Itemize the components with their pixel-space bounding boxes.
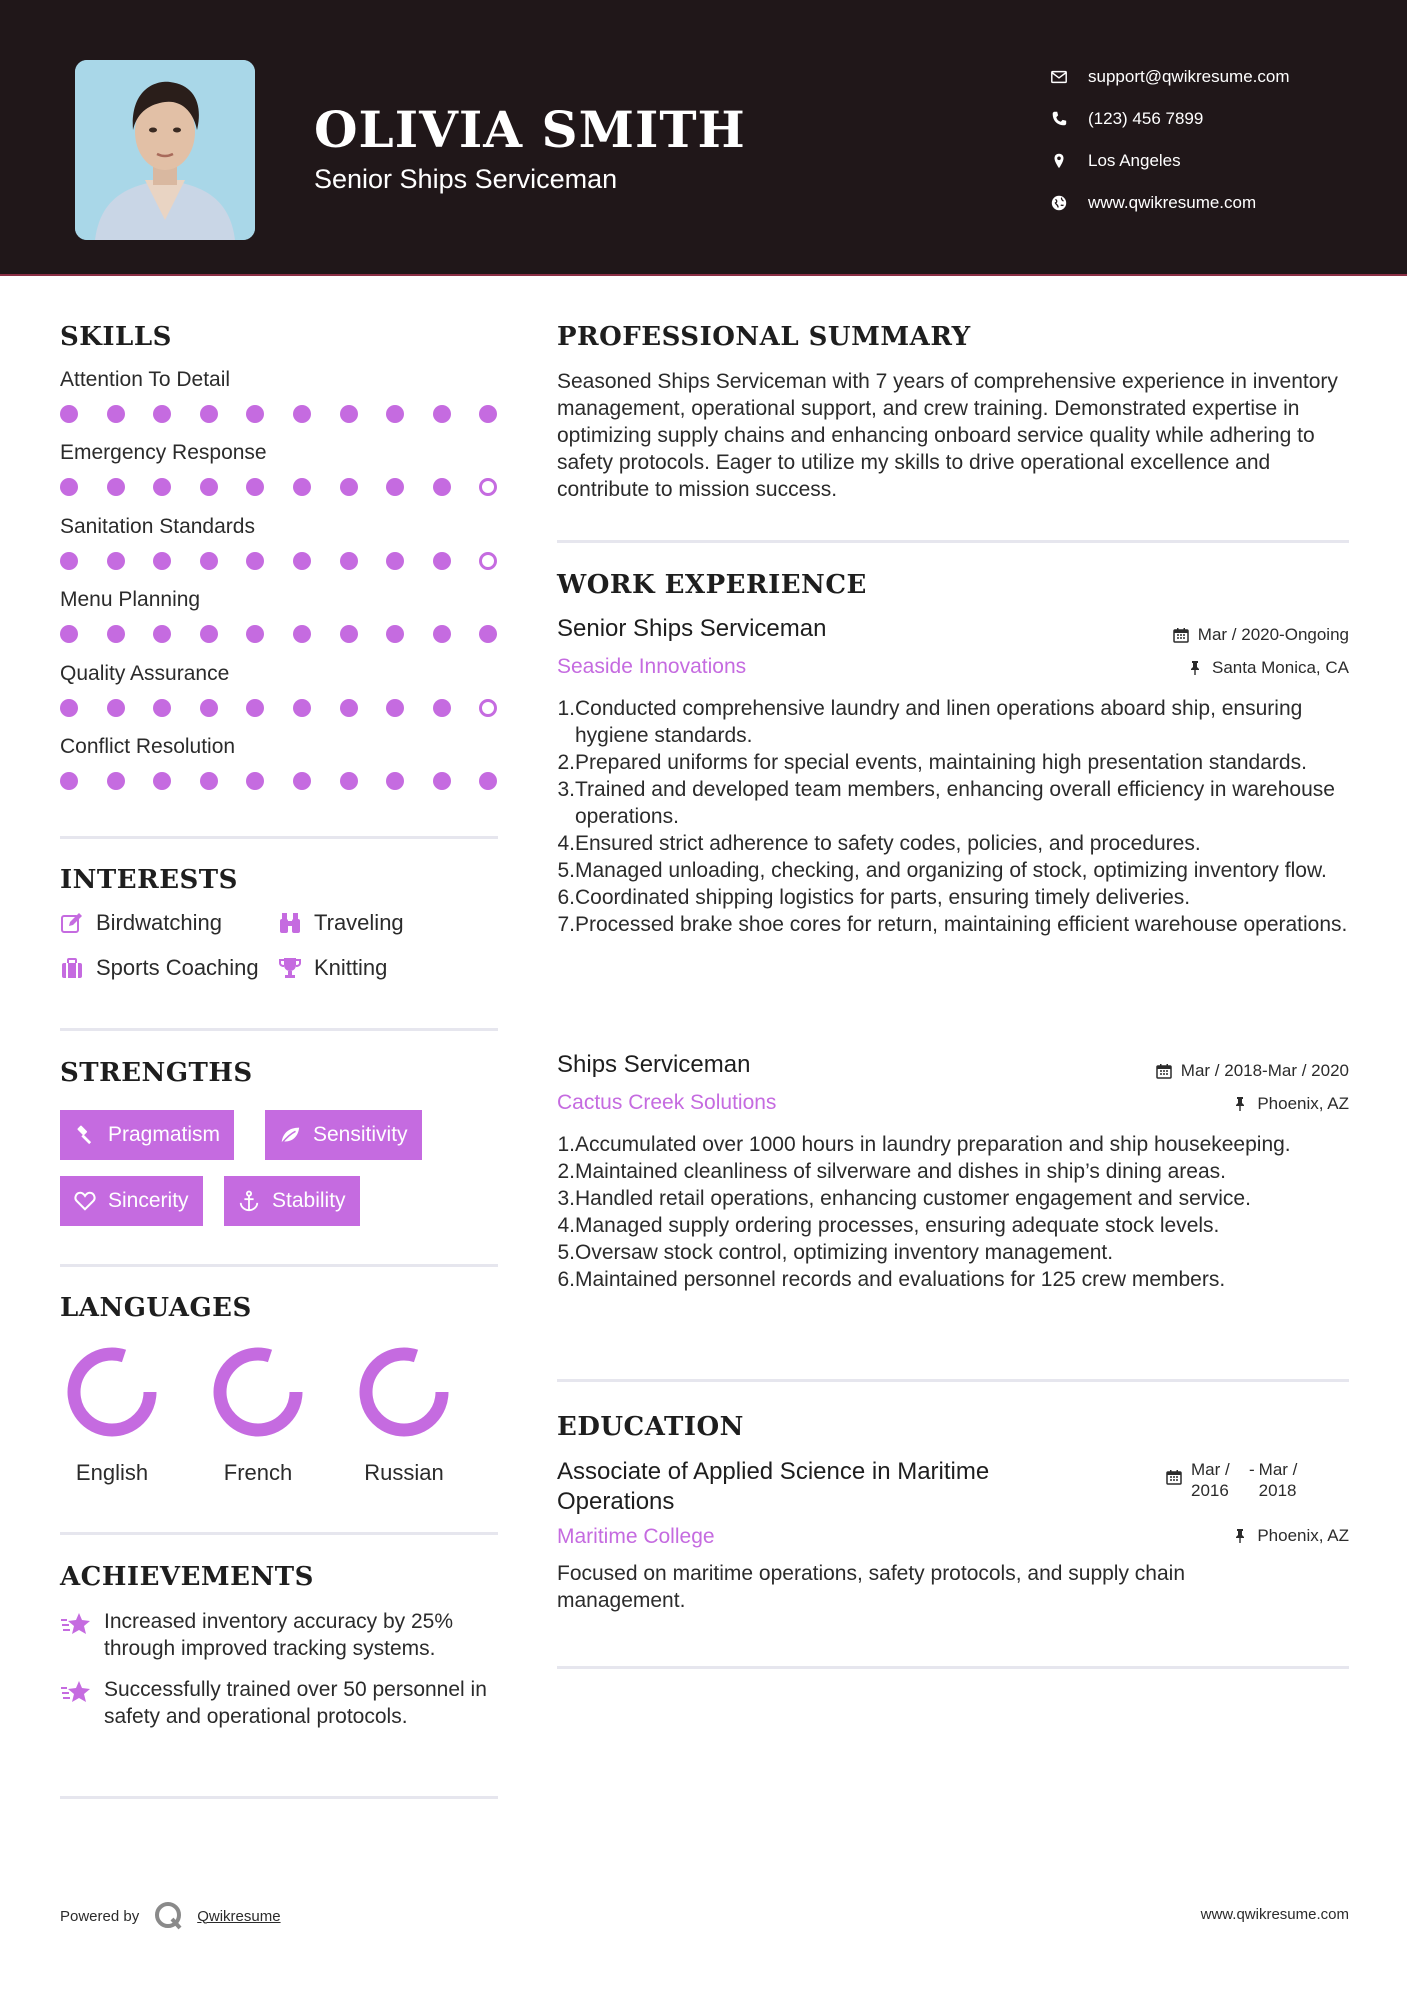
- interest-traveling: [278, 910, 404, 936]
- skill-rating: [60, 699, 498, 719]
- language-level-arc: [220, 1354, 296, 1430]
- contact-email[interactable]: [1050, 56, 1370, 98]
- divider-achievements: [60, 1796, 498, 1799]
- interests-heading: INTERESTS: [60, 865, 238, 895]
- rating-dot-empty: [479, 699, 497, 717]
- footer-website[interactable]: www.qwikresume.com: [1200, 1906, 1349, 1923]
- job-location: [1187, 658, 1349, 678]
- rating-dot-filled: [479, 772, 497, 790]
- interest-label: Sports Coaching: [96, 955, 259, 980]
- rating-dot-filled: [340, 552, 358, 570]
- job-dates-text: Mar / 2018-Mar / 2020: [1180, 1061, 1349, 1080]
- summary-text: Seasoned Ships Serviceman with 7 years of comprehensive experience in inventory management, operational support, and crew training. Demonstrated expertise in optimizing supply chains and enhancing onboard service quality while adhering to safety protocols. Eager to utilize my skills to drive operational excellence and contribute to mission success.: [557, 370, 1338, 501]
- language-level-arc: [74, 1354, 150, 1430]
- thumbtack-icon: [1187, 660, 1203, 676]
- skill-rating: [60, 552, 498, 572]
- rating-dot-filled: [246, 699, 264, 717]
- calendar-icon: [1166, 1469, 1182, 1485]
- rating-dot-filled: [107, 405, 125, 423]
- trophy-icon: [278, 956, 302, 980]
- duty-item: 2. Maintained cleanliness of silverware and dishes in ship’s dining areas.: [557, 1160, 1226, 1183]
- duty-item: 6. Maintained personnel records and evaluations for 125 crew members.: [557, 1268, 1226, 1291]
- shooting-star-icon: [60, 1610, 92, 1638]
- divider-interests: [60, 1028, 498, 1031]
- job-dates-text: Mar / 2020-Ongoing: [1197, 625, 1349, 644]
- rating-dot-filled: [200, 625, 218, 643]
- job-title: Senior Ships Serviceman: [557, 615, 827, 642]
- suitcase-icon: [60, 956, 84, 980]
- strength-label: Sincerity: [108, 1189, 189, 1212]
- achievement-text: Increased inventory accuracy by 25% through improved tracking systems.: [104, 1610, 454, 1660]
- job-title: Ships Serviceman: [557, 1051, 751, 1078]
- language-level-ring: [66, 1346, 158, 1438]
- achievement-text: Successfully trained over 50 personnel in safety and operational protocols.: [104, 1678, 487, 1728]
- rating-dot-filled: [386, 625, 404, 643]
- rating-dot-filled: [293, 772, 311, 790]
- rating-dot-filled: [246, 405, 264, 423]
- interest-label: Knitting: [314, 955, 388, 980]
- rating-dot-filled: [107, 478, 125, 496]
- rating-dot-filled: [293, 625, 311, 643]
- rating-dot-filled: [479, 625, 497, 643]
- rating-dot-filled: [293, 699, 311, 717]
- skill-rating: [60, 478, 498, 498]
- rating-dot-filled: [246, 772, 264, 790]
- contact-website[interactable]: [1050, 182, 1370, 224]
- education-description: Focused on maritime operations, safety protocols, and supply chain management.: [557, 1562, 1186, 1612]
- rating-dot-filled: [200, 552, 218, 570]
- rating-dot-filled: [60, 405, 78, 423]
- divider-skills: [60, 836, 498, 839]
- binoculars-icon: [278, 911, 302, 935]
- achievement-item: [60, 1608, 500, 1662]
- anchor-icon: [238, 1190, 260, 1212]
- skill-label: Sanitation Standards: [60, 514, 255, 538]
- calendar-icon: [1156, 1063, 1172, 1079]
- thumbtack-icon: [1232, 1528, 1248, 1544]
- skill-label: Attention To Detail: [60, 368, 231, 391]
- rating-dot-filled: [107, 625, 125, 643]
- rating-dot-filled: [433, 625, 451, 643]
- strength-sincerity: [60, 1176, 203, 1226]
- contact-email-text: support@qwikresume.com: [1088, 67, 1290, 86]
- rating-dot-filled: [433, 772, 451, 790]
- rating-dot-filled: [340, 405, 358, 423]
- rating-dot-filled: [60, 772, 78, 790]
- rating-dot-filled: [153, 405, 171, 423]
- skill-label: Conflict Resolution: [60, 735, 236, 758]
- experience-heading: WORK EXPERIENCE: [557, 570, 867, 600]
- interest-label: Traveling: [314, 910, 404, 935]
- globe-icon: [1050, 194, 1068, 212]
- job-duties: [553, 1131, 1353, 1293]
- job-location-text: Santa Monica, CA: [1211, 658, 1349, 677]
- language-level-ring: [358, 1346, 450, 1438]
- footer-powered-by: [60, 1900, 281, 1932]
- rating-dot-filled: [107, 552, 125, 570]
- contact-location: [1050, 140, 1370, 182]
- rating-dot-filled: [293, 405, 311, 423]
- duty-item: 4. Ensured strict adherence to safety codes, policies, and procedures.: [557, 832, 1201, 855]
- envelope-icon: [1050, 68, 1068, 86]
- rating-dot-filled: [433, 405, 451, 423]
- contact-phone[interactable]: [1050, 98, 1370, 140]
- skill-label: Menu Planning: [60, 588, 201, 612]
- strength-sensitivity: [265, 1110, 422, 1160]
- interest-sports-coaching: [60, 955, 259, 981]
- rating-dot-empty: [479, 478, 497, 496]
- profile-photo: [75, 60, 255, 240]
- duty-item: 1. Accumulated over 1000 hours in laundry preparation and ship housekeeping.: [557, 1133, 1291, 1156]
- rating-dot-filled: [293, 478, 311, 496]
- rating-dot-filled: [200, 699, 218, 717]
- divider-strengths: [60, 1264, 498, 1267]
- language-label: English: [75, 1460, 149, 1485]
- rating-dot-filled: [433, 552, 451, 570]
- rating-dot-filled: [107, 699, 125, 717]
- duty-item: 3. Trained and developed team members, enhancing overall efficiency in warehouse operations.: [557, 778, 1335, 828]
- language-label: Russian: [364, 1460, 444, 1485]
- company-name: Cactus Creek Solutions: [557, 1091, 777, 1114]
- skill-label: Quality Assurance: [60, 661, 230, 685]
- rating-dot-filled: [386, 405, 404, 423]
- rating-dot-filled: [107, 772, 125, 790]
- duty-item: 5. Managed unloading, checking, and organizing of stock, optimizing inventory flow.: [557, 859, 1327, 882]
- candidate-title: Senior Ships Serviceman: [314, 164, 618, 194]
- date-separator: -: [1249, 1460, 1255, 1479]
- skill-rating: [60, 625, 498, 645]
- company-name: Seaside Innovations: [557, 655, 747, 678]
- candidate-name: OLIVIA SMITH: [314, 100, 746, 159]
- rating-dot-filled: [340, 772, 358, 790]
- qwikresume-logo-icon: [153, 1900, 185, 1932]
- strength-label: Pragmatism: [108, 1123, 221, 1146]
- contact-list: [1050, 56, 1370, 224]
- leaf-icon: [279, 1124, 301, 1146]
- interest-knitting: [278, 955, 387, 981]
- education-location-text: Phoenix, AZ: [1257, 1526, 1349, 1545]
- rating-dot-filled: [153, 478, 171, 496]
- interest-label: Birdwatching: [96, 910, 222, 935]
- duty-item: 7. Processed brake shoe cores for return, maintaining efficient warehouse operations.: [557, 913, 1348, 936]
- rating-dot-filled: [200, 478, 218, 496]
- location-pin-icon: [1050, 152, 1068, 170]
- rating-dot-filled: [60, 625, 78, 643]
- summary-heading: PROFESSIONAL SUMMARY: [557, 322, 971, 352]
- contact-phone-text: (123) 456 7899: [1088, 109, 1204, 128]
- phone-icon: [1050, 110, 1068, 128]
- rating-dot-filled: [386, 478, 404, 496]
- language-label: French: [223, 1460, 293, 1485]
- job-location: [1232, 1094, 1349, 1114]
- pencil-square-icon: [60, 911, 84, 935]
- language-level-arc: [366, 1354, 442, 1430]
- calendar-icon: [1173, 627, 1189, 643]
- skill-rating: [60, 405, 498, 425]
- rating-dot-filled: [246, 552, 264, 570]
- school-name: Maritime College: [557, 1525, 715, 1548]
- duty-item: 2. Prepared uniforms for special events, maintaining high presentation standards.: [557, 751, 1307, 774]
- heart-icon: [74, 1190, 96, 1212]
- duty-item: 5. Oversaw stock control, optimizing inventory management.: [557, 1241, 1114, 1264]
- rating-dot-filled: [340, 478, 358, 496]
- rating-dot-filled: [200, 772, 218, 790]
- duty-item: 3. Handled retail operations, enhancing customer engagement and service.: [557, 1187, 1251, 1210]
- rating-dot-filled: [386, 699, 404, 717]
- rating-dot-filled: [60, 699, 78, 717]
- rating-dot-filled: [340, 625, 358, 643]
- skill-rating: [60, 772, 498, 792]
- job-dates: [1173, 625, 1349, 645]
- interest-birdwatching: [60, 910, 222, 936]
- language-level-ring: [212, 1346, 304, 1438]
- rating-dot-filled: [153, 699, 171, 717]
- divider-education: [557, 1666, 1349, 1669]
- job-dates: [1156, 1061, 1349, 1081]
- languages-heading: LANGUAGES: [60, 1293, 252, 1323]
- rating-dot-filled: [479, 405, 497, 423]
- rating-dot-filled: [60, 478, 78, 496]
- rating-dot-filled: [246, 478, 264, 496]
- rating-dot-filled: [153, 625, 171, 643]
- rating-dot-filled: [386, 552, 404, 570]
- education-end: Mar / 2018: [1258, 1460, 1298, 1500]
- shooting-star-icon: [60, 1678, 92, 1706]
- rating-dot-filled: [433, 478, 451, 496]
- resume-header: [0, 0, 1407, 276]
- education-dates: [1166, 1459, 1315, 1501]
- skills-heading: SKILLS: [60, 322, 172, 352]
- education-start: Mar / 2016: [1191, 1460, 1230, 1500]
- header-accent-line: [0, 274, 1407, 276]
- divider-summary: [557, 540, 1349, 543]
- rating-dot-filled: [200, 405, 218, 423]
- contact-location-text: Los Angeles: [1088, 151, 1181, 170]
- duty-item: 6. Coordinated shipping logistics for parts, ensuring timely deliveries.: [557, 886, 1191, 909]
- education-heading: EDUCATION: [557, 1412, 744, 1442]
- rating-dot-filled: [340, 699, 358, 717]
- contact-website-text: www.qwikresume.com: [1088, 193, 1257, 212]
- job-duties: [553, 695, 1353, 938]
- degree-title: Associate of Applied Science in Maritime Operations: [557, 1458, 990, 1515]
- divider-experience: [557, 1379, 1349, 1382]
- rating-dot-filled: [153, 772, 171, 790]
- strength-label: Sensitivity: [313, 1123, 408, 1146]
- duty-item: 1. Conducted comprehensive laundry and linen operations aboard ship, ensuring hygiene standards.: [557, 697, 1303, 747]
- strength-label: Stability: [272, 1189, 346, 1212]
- rating-dot-filled: [293, 552, 311, 570]
- qwikresume-link[interactable]: Qwikresume: [197, 1907, 281, 1925]
- skill-label: Emergency Response: [60, 441, 267, 465]
- strength-pragmatism: [60, 1110, 234, 1160]
- rating-dot-filled: [246, 625, 264, 643]
- rating-dot-filled: [386, 772, 404, 790]
- achievements-heading: ACHIEVEMENTS: [60, 1562, 314, 1592]
- strength-stability: [224, 1176, 360, 1226]
- thumbtack-icon: [1232, 1096, 1248, 1112]
- education-location: [1232, 1526, 1349, 1546]
- powered-by-text: Powered by: [60, 1907, 140, 1925]
- strengths-heading: STRENGTHS: [60, 1058, 253, 1088]
- rating-dot-filled: [153, 552, 171, 570]
- divider-languages: [60, 1532, 498, 1535]
- rating-dot-filled: [60, 552, 78, 570]
- duty-item: 4. Managed supply ordering processes, ensuring adequate stock levels.: [557, 1214, 1220, 1237]
- job-location-text: Phoenix, AZ: [1257, 1094, 1349, 1113]
- rating-dot-filled: [433, 699, 451, 717]
- achievement-item: [60, 1676, 500, 1730]
- gavel-icon: [74, 1124, 96, 1146]
- rating-dot-empty: [479, 552, 497, 570]
